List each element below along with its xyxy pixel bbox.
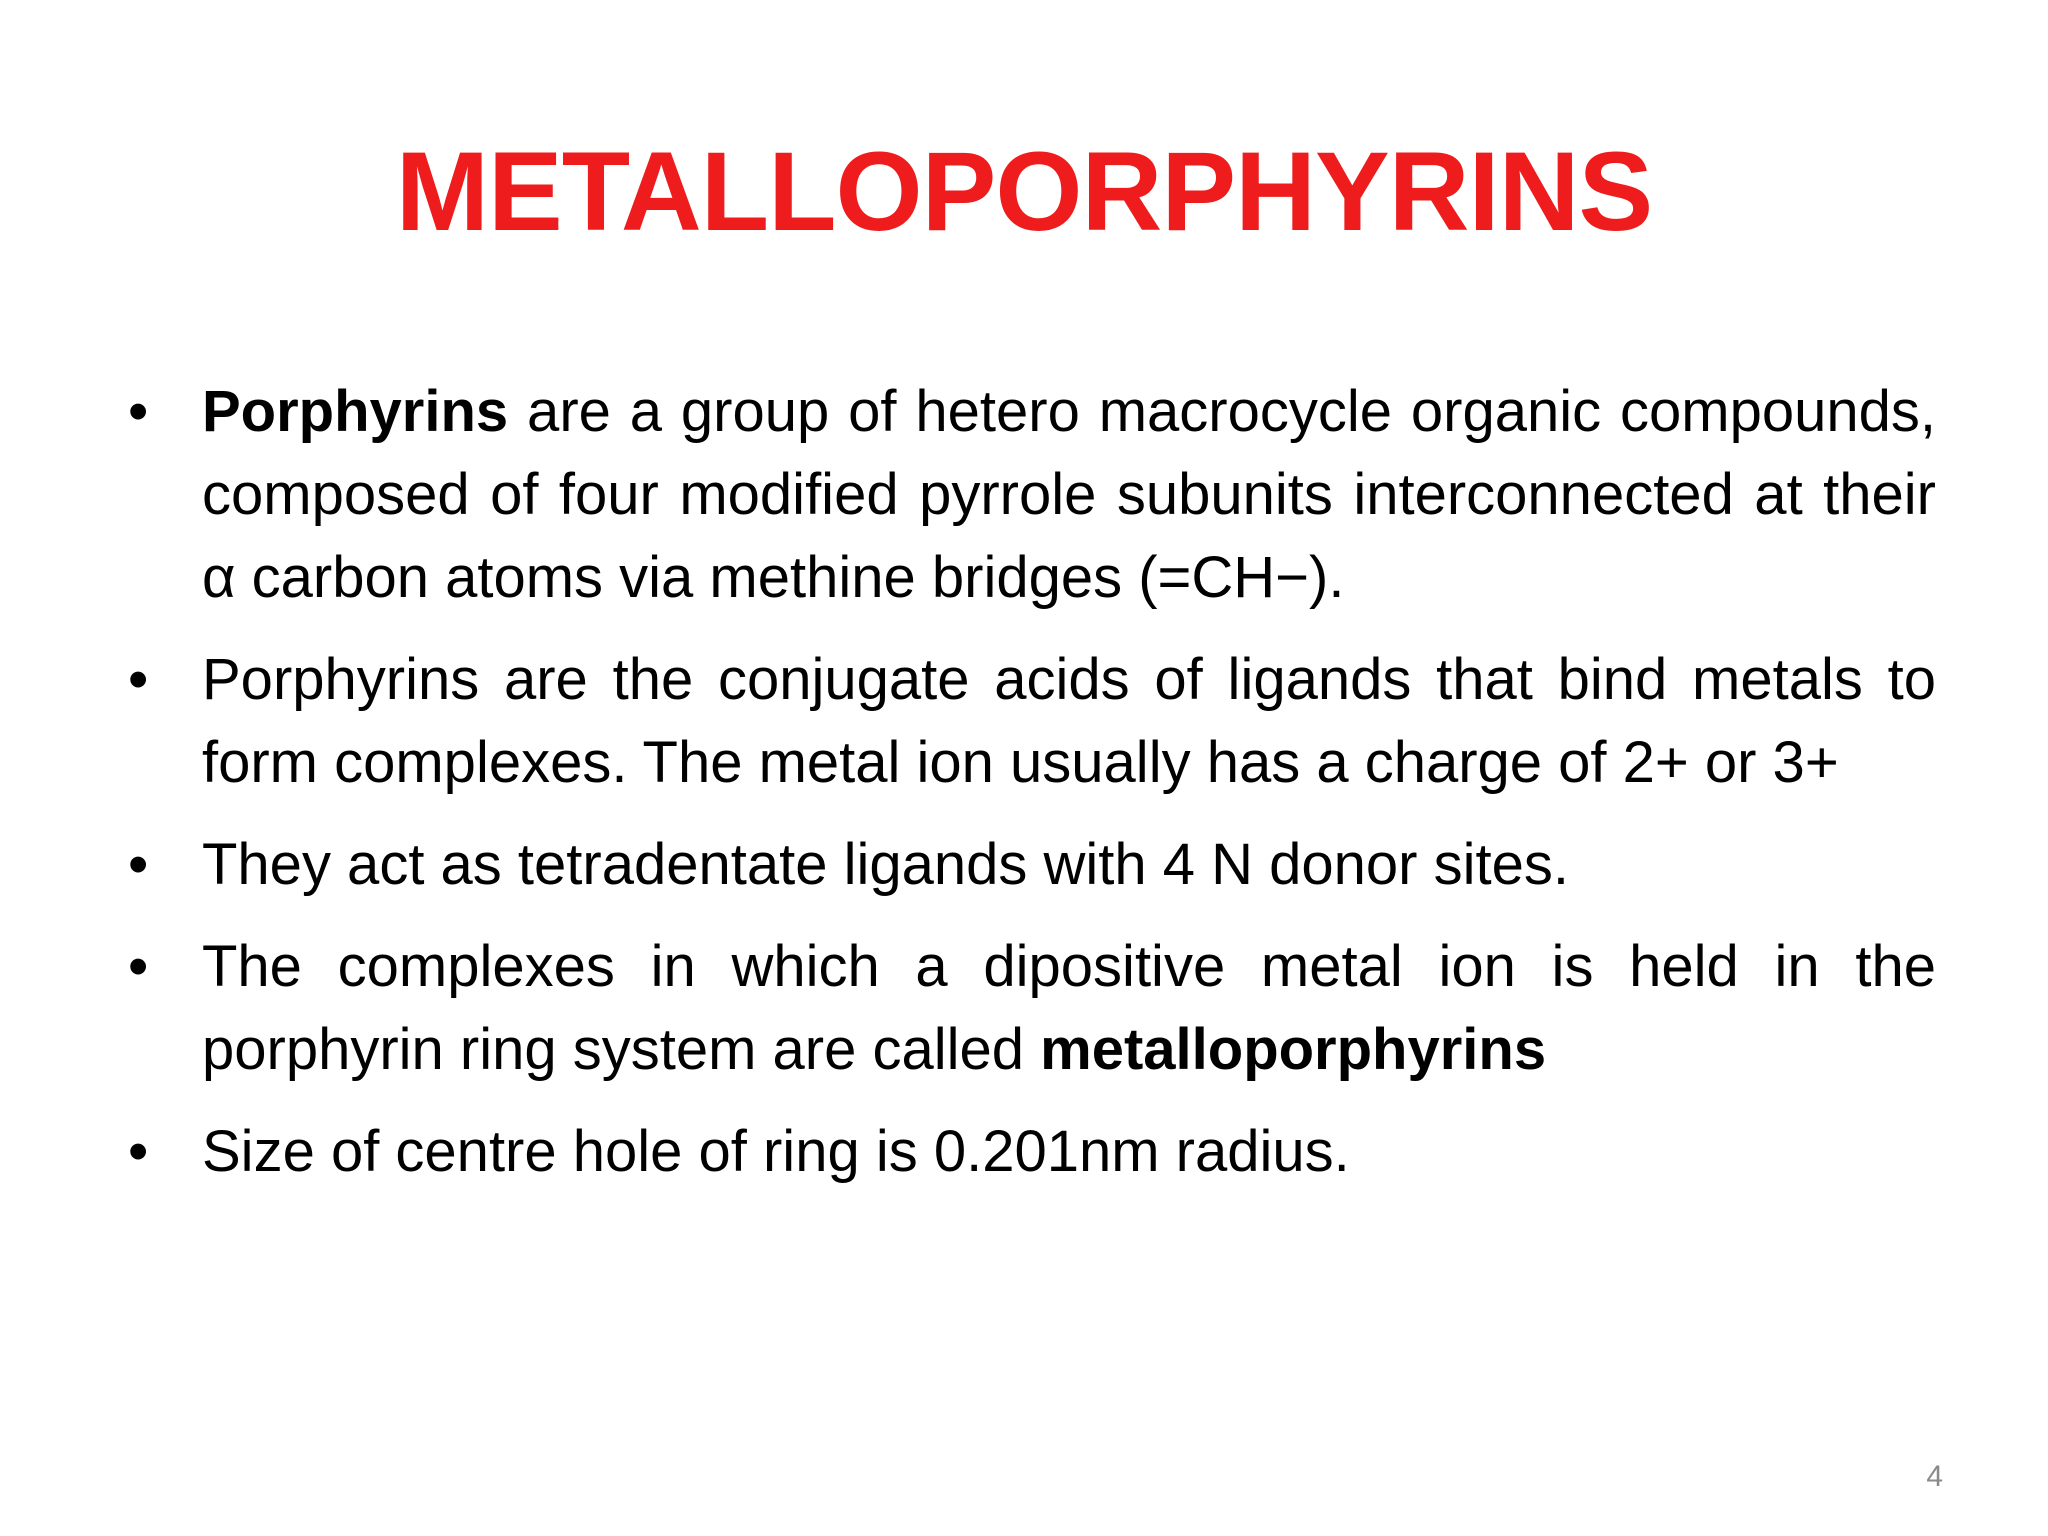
bullet-dot-icon: • — [128, 379, 149, 444]
bullet-item-porphyrins-definition — [128, 370, 1936, 619]
bullet-list — [128, 370, 1936, 1193]
bullet-dot-icon: • — [128, 934, 149, 999]
bullet-item-centre-hole-size — [128, 1110, 1936, 1193]
page-number: 4 — [1926, 1460, 1943, 1493]
bullet-text: Porphyrins are the conjugate acids of ligands that bind metals to form complexes. The metal ion usually has a charge of 2+ or 3+ — [202, 647, 1936, 795]
bullet-dot-icon: • — [128, 832, 149, 897]
bullet-item-metalloporphyrins — [128, 925, 1936, 1091]
slide-title: METALLOPORPHYRINS — [395, 129, 1653, 254]
bullet-dot-icon: • — [128, 1119, 149, 1184]
bullet-item-tetradentate — [128, 823, 1936, 906]
bullet-text: are a group of hetero macrocycle organic compounds, composed of four modified pyrrole subunits interconnected at their α carbon atoms via methine bridges (=CH−). — [202, 379, 1936, 610]
bullet-bold-term: metalloporphyrins — [1040, 1017, 1547, 1082]
bullet-bold-term: Porphyrins — [202, 379, 509, 444]
bullet-text: The complexes in which a dipositive metal ion is held in the porphyrin ring system are called — [202, 934, 1936, 1082]
bullet-item-conjugate-acids — [128, 638, 1936, 804]
bullet-dot-icon: • — [128, 647, 149, 712]
bullet-text: Size of centre hole of ring is 0.201nm radius. — [202, 1119, 1350, 1184]
bullet-text: They act as tetradentate ligands with 4 N donor sites. — [202, 832, 1569, 897]
